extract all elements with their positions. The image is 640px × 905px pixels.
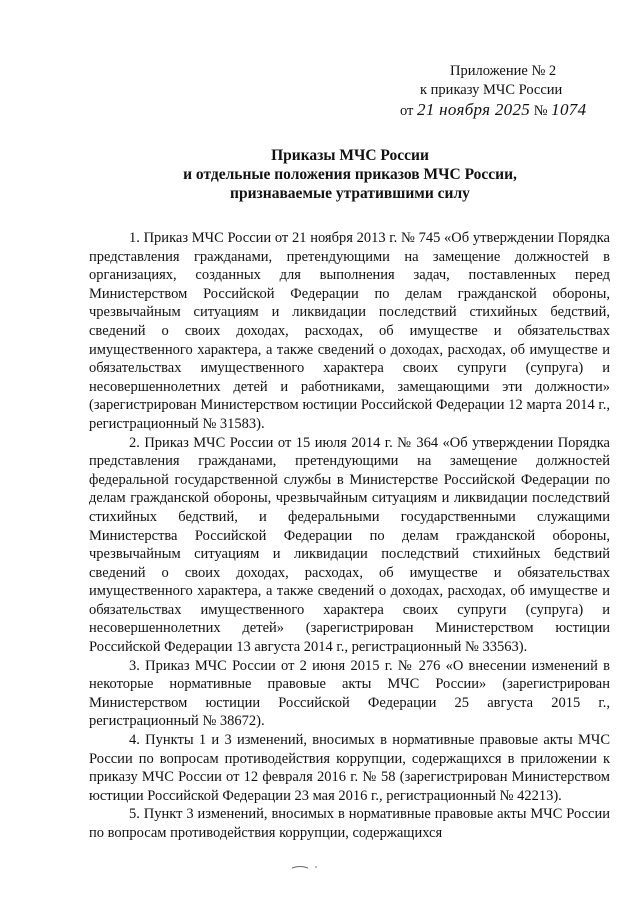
title-line-1: Приказы МЧС России xyxy=(271,147,429,164)
handwritten-number: 1074 xyxy=(551,100,587,119)
list-item: 1. Приказ МЧС России от 21 ноября 2013 г. № 745 «Об утверждении Порядка представления гражданами, претендующими на замещение должностей в организациях, созданных для выполнения задач, поставленных перед Министерством Российской Федерации по делам гражданской обороны, чрезвычайным ситуациям и ликвидации последствий стихийных бедствий, сведений о своих доходах, расходах, об имуществе и обязательствах имущественного характера, а также сведений о доходах, расходах, об имуществе и обязательствах имущественного характера своих супруги (супруга) и несовершеннолетних детей и работниками, замещающими эти должности» (зарегистрирован Министерством юстиции Российской Федерации 12 марта 2014 г., регистрационный № 31583). xyxy=(89,230,610,432)
list-item: 5. Пункт 3 изменений, вносимых в нормативные правовые акты МЧС России по вопросам противодействия коррупции, содержащихся xyxy=(89,806,610,841)
list-item: 4. Пункты 1 и 3 изменений, вносимых в нормативные правовые акты МЧС России по вопросам противодействия коррупции, содержащихся в приложении к приказу МЧС России от 12 февраля 2016 г. № 58 (зарегистрирован Министерством юстиции Российской Федерации 23 мая 2016 г., регистрационный № 42213). xyxy=(89,732,610,804)
appendix-number: Приложение № 2 xyxy=(450,63,557,79)
date-prefix: от xyxy=(400,103,414,119)
appendix-block xyxy=(400,62,620,121)
document-body xyxy=(89,229,610,843)
number-prefix: № xyxy=(533,103,548,119)
title-line-3: признаваемые утратившими силу xyxy=(230,185,470,202)
list-item: 3. Приказ МЧС России от 2 июня 2015 г. № 276 «О внесении изменений в некоторые нормативные правовые акты МЧС России» (зарегистрирован Министерством юстиции Российской Федерации 25 августа 2015 г., регистрационный № 38672). xyxy=(89,657,610,730)
appendix-order-reference: к приказу МЧС России xyxy=(420,82,563,98)
handwritten-date: 21 ноября 2025 xyxy=(417,100,531,119)
appendix-date-line xyxy=(400,100,620,121)
document-title xyxy=(90,146,610,203)
list-item: 2. Приказ МЧС России от 15 июля 2014 г. № 364 «Об утверждении Порядка представления гражданами, претендующими на замещение должностей федеральной государственной службы в Министерстве Российской Федерации по делам гражданской обороны, чрезвычайным ситуациям и ликвидации последствий стихийных бедствий, и федеральными государственными служащими Министерства Российской Федерации по делам гражданской обороны, чрезвычайным ситуациям и ликвидации последствий стихийных бедствий сведений о своих доходах, расходах, об имуществе и обязательствах имущественного характера, а также сведений о доходах, расходах, об имуществе и обязательствах имущественного характера своих супруги (супруга) и несовершеннолетних детей» (зарегистрирован Министерством юстиции Российской Федерации 13 августа 2014 г., регистрационный № 33563). xyxy=(89,434,610,656)
scan-mark xyxy=(290,862,330,872)
title-line-2: и отдельные положения приказов МЧС России, xyxy=(183,166,517,183)
